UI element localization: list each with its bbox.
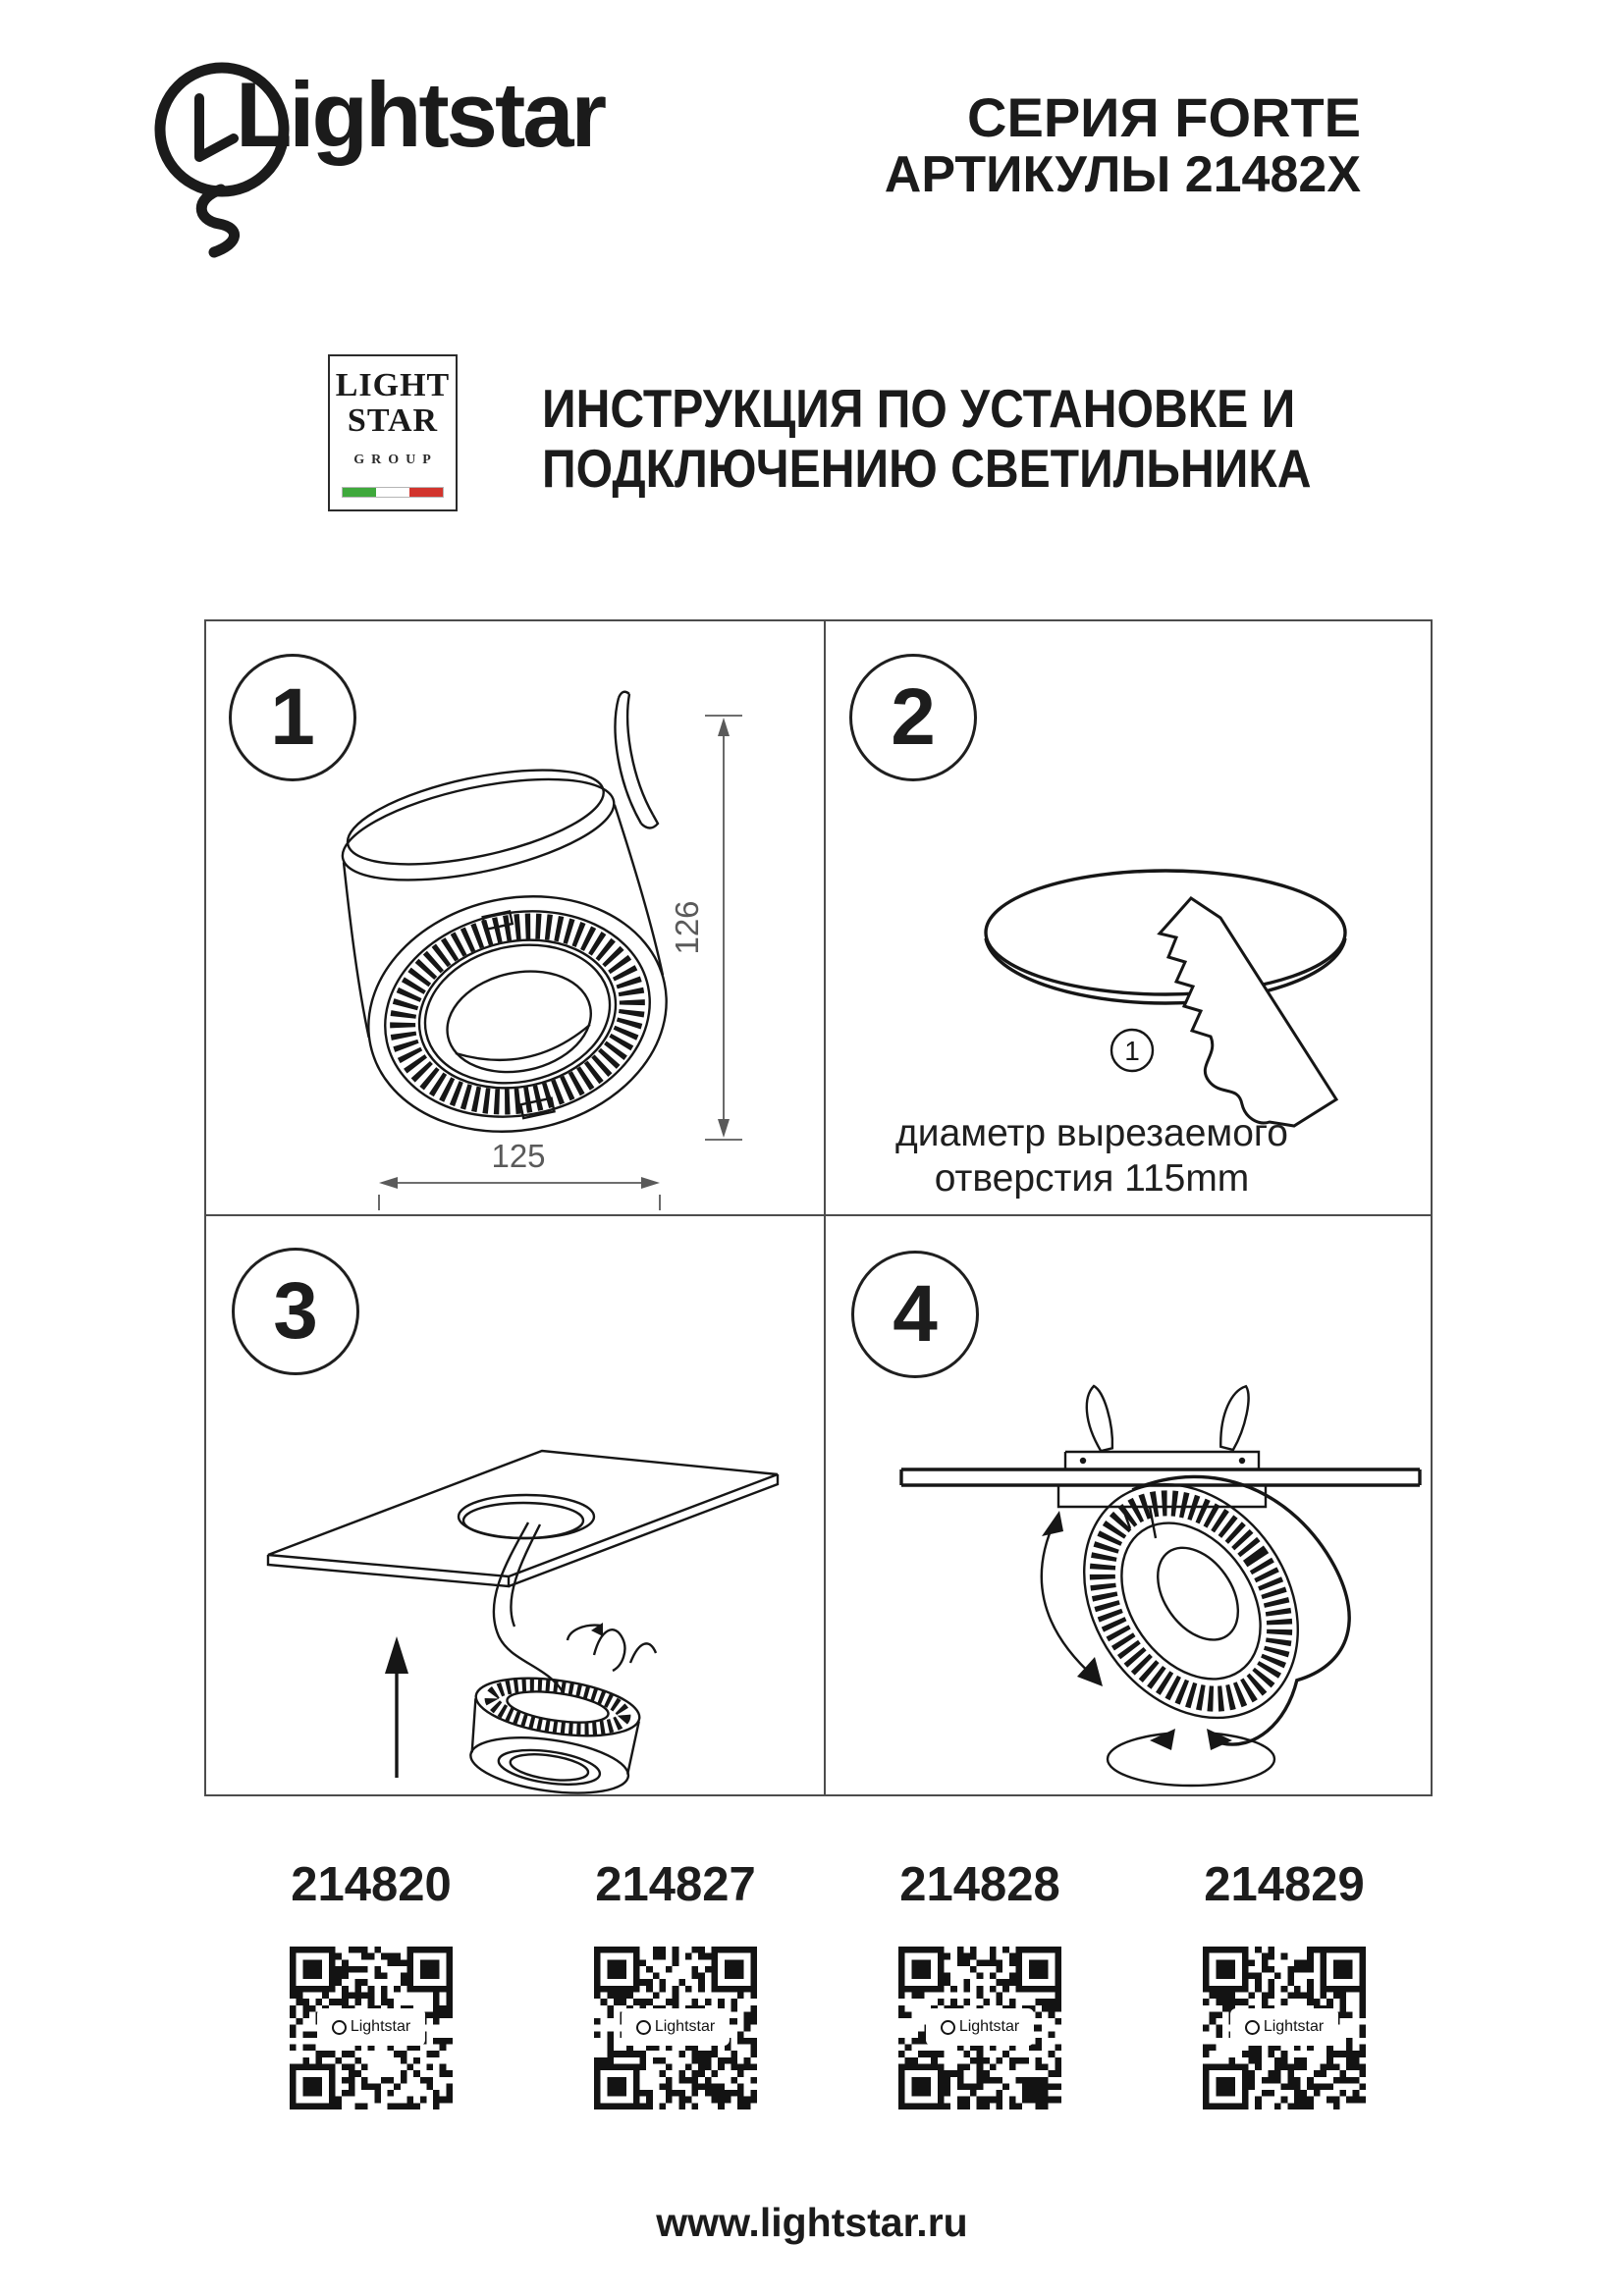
qr-logo-label: Lightstar [350,2018,411,2035]
italian-flag-bar [342,487,444,498]
qr-logo-label: Lightstar [654,2018,716,2035]
step-2-number: 2 [891,672,936,762]
step-2-caption-line2: отверстия 115mm [934,1157,1250,1200]
page-title [542,379,1311,499]
article-number-214820: 214820 [291,1858,452,1911]
qr-bulb-icon [636,2020,651,2035]
step-2-caption [846,1111,1337,1201]
qr-bulb-icon [332,2020,347,2035]
series-title: СЕРИЯ FORTE [967,86,1361,148]
lightstar-wordmark: Lightstar [236,63,605,166]
step-1-height-dim: 126 [669,900,705,955]
flag-red-segment [409,488,443,497]
step-4-number: 4 [893,1269,938,1359]
steps-grid [204,619,1433,1796]
qr-logo-label: Lightstar [1263,2018,1325,2035]
step-2-marker: 1 [1124,1036,1140,1066]
articles-title: АРТИКУЛЫ 21482X [884,146,1361,203]
qr-code-214829 [1203,1947,1366,2109]
article-number-214827: 214827 [595,1858,756,1911]
group-logo-star: STAR [347,402,439,439]
step-1-number: 1 [270,672,315,762]
qr-code-214827 [594,1947,757,2109]
page-title-line1: ИНСТРУКЦИЯ ПО УСТАНОВКЕ И [542,378,1296,439]
article-number-214828: 214828 [899,1858,1060,1911]
qr-lightstar-logo [317,2008,425,2046]
qr-bulb-icon [1245,2020,1260,2035]
step-4-drawing [826,1216,1435,1798]
group-logo-light: LIGHT [335,367,451,403]
step-3-drawing [206,1216,824,1798]
qr-bulb-icon [941,2020,955,2035]
qr-lightstar-logo [622,2008,730,2046]
step-2-caption-line1: диаметр вырезаемого [895,1112,1288,1154]
flag-white-segment [376,488,409,497]
qr-code-214828 [898,1947,1061,2109]
website-url: www.lightstar.ru [656,2200,968,2245]
qr-lightstar-logo [926,2008,1034,2046]
page-title-line2: ПОДКЛЮЧЕНИЮ СВЕТИЛЬНИКА [542,438,1312,499]
flag-green-segment [343,488,376,497]
article-number-214829: 214829 [1204,1858,1365,1911]
step-3-number: 3 [273,1266,318,1356]
qr-code-214820 [290,1947,453,2109]
lightstar-group-logo [328,354,458,511]
qr-logo-label: Lightstar [958,2018,1020,2035]
qr-lightstar-logo [1230,2008,1338,2046]
step-1-drawing [206,621,824,1214]
step-1-width-dim: 125 [491,1138,546,1174]
group-logo-group: GROUP [353,453,438,467]
